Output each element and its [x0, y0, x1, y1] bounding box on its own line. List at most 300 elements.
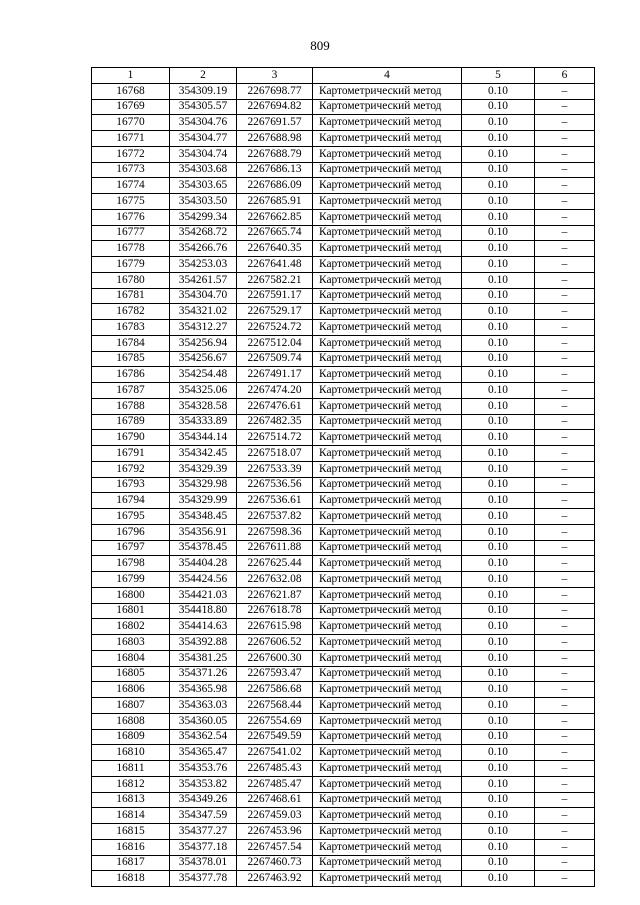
- x-coordinate-cell: 354304.70: [170, 288, 237, 304]
- x-coordinate-cell: 354344.14: [170, 430, 237, 446]
- table-row: [92, 808, 595, 824]
- note-cell: –: [535, 241, 595, 257]
- method-cell: Картометрический метод: [313, 713, 462, 729]
- table-row: [92, 871, 595, 887]
- point-number-cell: 16787: [92, 383, 170, 399]
- method-cell: Картометрический метод: [313, 288, 462, 304]
- method-cell: Картометрический метод: [313, 194, 462, 210]
- point-number-cell: 16807: [92, 698, 170, 714]
- note-cell: –: [535, 209, 595, 225]
- y-coordinate-cell: 2267457.54: [237, 839, 313, 855]
- note-cell: –: [535, 572, 595, 588]
- method-cell: Картометрический метод: [313, 808, 462, 824]
- x-coordinate-cell: 354363.03: [170, 698, 237, 714]
- note-cell: –: [535, 698, 595, 714]
- point-number-cell: 16784: [92, 335, 170, 351]
- method-cell: Картометрический метод: [313, 257, 462, 273]
- method-cell: Картометрический метод: [313, 304, 462, 320]
- header-cell-3: 3: [237, 68, 313, 84]
- y-coordinate-cell: 2267688.79: [237, 146, 313, 162]
- accuracy-cell: 0.10: [462, 304, 535, 320]
- accuracy-cell: 0.10: [462, 131, 535, 147]
- accuracy-cell: 0.10: [462, 713, 535, 729]
- point-number-cell: 16776: [92, 209, 170, 225]
- note-cell: –: [535, 776, 595, 792]
- point-number-cell: 16814: [92, 808, 170, 824]
- note-cell: –: [535, 824, 595, 840]
- x-coordinate-cell: 354381.25: [170, 650, 237, 666]
- method-cell: Картометрический метод: [313, 398, 462, 414]
- table-row: [92, 855, 595, 871]
- accuracy-cell: 0.10: [462, 367, 535, 383]
- point-number-cell: 16803: [92, 635, 170, 651]
- method-cell: Картометрический метод: [313, 493, 462, 509]
- x-coordinate-cell: 354325.06: [170, 383, 237, 399]
- x-coordinate-cell: 354378.01: [170, 855, 237, 871]
- note-cell: –: [535, 383, 595, 399]
- table-row: [92, 540, 595, 556]
- y-coordinate-cell: 2267640.35: [237, 241, 313, 257]
- note-cell: –: [535, 335, 595, 351]
- x-coordinate-cell: 354309.19: [170, 83, 237, 99]
- point-number-cell: 16783: [92, 320, 170, 336]
- accuracy-cell: 0.10: [462, 461, 535, 477]
- accuracy-cell: 0.10: [462, 272, 535, 288]
- note-cell: –: [535, 682, 595, 698]
- point-number-cell: 16791: [92, 446, 170, 462]
- method-cell: Картометрический метод: [313, 572, 462, 588]
- note-cell: –: [535, 855, 595, 871]
- note-cell: –: [535, 619, 595, 635]
- y-coordinate-cell: 2267459.03: [237, 808, 313, 824]
- coordinates-table: [91, 67, 595, 887]
- table-row: [92, 257, 595, 273]
- method-cell: Картометрический метод: [313, 351, 462, 367]
- point-number-cell: 16775: [92, 194, 170, 210]
- y-coordinate-cell: 2267536.61: [237, 493, 313, 509]
- point-number-cell: 16802: [92, 619, 170, 635]
- x-coordinate-cell: 354342.45: [170, 446, 237, 462]
- x-coordinate-cell: 354353.82: [170, 776, 237, 792]
- y-coordinate-cell: 2267618.78: [237, 603, 313, 619]
- accuracy-cell: 0.10: [462, 288, 535, 304]
- y-coordinate-cell: 2267593.47: [237, 666, 313, 682]
- accuracy-cell: 0.10: [462, 666, 535, 682]
- point-number-cell: 16774: [92, 178, 170, 194]
- header-row: [92, 68, 595, 84]
- method-cell: Картометрический метод: [313, 666, 462, 682]
- y-coordinate-cell: 2267641.48: [237, 257, 313, 273]
- accuracy-cell: 0.10: [462, 808, 535, 824]
- method-cell: Картометрический метод: [313, 682, 462, 698]
- x-coordinate-cell: 354303.68: [170, 162, 237, 178]
- y-coordinate-cell: 2267476.61: [237, 398, 313, 414]
- method-cell: Картометрический метод: [313, 871, 462, 887]
- x-coordinate-cell: 354378.45: [170, 540, 237, 556]
- table-row: [92, 115, 595, 131]
- method-cell: Картометрический метод: [313, 761, 462, 777]
- y-coordinate-cell: 2267686.13: [237, 162, 313, 178]
- note-cell: –: [535, 146, 595, 162]
- table-row: [92, 556, 595, 572]
- accuracy-cell: 0.10: [462, 761, 535, 777]
- accuracy-cell: 0.10: [462, 493, 535, 509]
- header-cell-1: 1: [92, 68, 170, 84]
- x-coordinate-cell: 354418.80: [170, 603, 237, 619]
- table-row: [92, 225, 595, 241]
- table-row: [92, 414, 595, 430]
- note-cell: –: [535, 477, 595, 493]
- method-cell: Картометрический метод: [313, 792, 462, 808]
- point-number-cell: 16795: [92, 509, 170, 525]
- y-coordinate-cell: 2267598.36: [237, 524, 313, 540]
- note-cell: –: [535, 304, 595, 320]
- y-coordinate-cell: 2267685.91: [237, 194, 313, 210]
- accuracy-cell: 0.10: [462, 776, 535, 792]
- y-coordinate-cell: 2267582.21: [237, 272, 313, 288]
- point-number-cell: 16815: [92, 824, 170, 840]
- table-row: [92, 304, 595, 320]
- table-row: [92, 839, 595, 855]
- note-cell: –: [535, 430, 595, 446]
- method-cell: Картометрический метод: [313, 272, 462, 288]
- y-coordinate-cell: 2267533.39: [237, 461, 313, 477]
- method-cell: Картометрический метод: [313, 745, 462, 761]
- y-coordinate-cell: 2267606.52: [237, 635, 313, 651]
- x-coordinate-cell: 354348.45: [170, 509, 237, 525]
- accuracy-cell: 0.10: [462, 146, 535, 162]
- x-coordinate-cell: 354371.26: [170, 666, 237, 682]
- y-coordinate-cell: 2267691.57: [237, 115, 313, 131]
- table-row: [92, 824, 595, 840]
- point-number-cell: 16804: [92, 650, 170, 666]
- method-cell: Картометрический метод: [313, 241, 462, 257]
- note-cell: –: [535, 650, 595, 666]
- y-coordinate-cell: 2267514.72: [237, 430, 313, 446]
- table-row: [92, 493, 595, 509]
- point-number-cell: 16818: [92, 871, 170, 887]
- note-cell: –: [535, 713, 595, 729]
- y-coordinate-cell: 2267536.56: [237, 477, 313, 493]
- y-coordinate-cell: 2267509.74: [237, 351, 313, 367]
- x-coordinate-cell: 354377.18: [170, 839, 237, 855]
- table-row: [92, 729, 595, 745]
- y-coordinate-cell: 2267482.35: [237, 414, 313, 430]
- point-number-cell: 16808: [92, 713, 170, 729]
- accuracy-cell: 0.10: [462, 225, 535, 241]
- table-row: [92, 682, 595, 698]
- accuracy-cell: 0.10: [462, 83, 535, 99]
- x-coordinate-cell: 354303.65: [170, 178, 237, 194]
- note-cell: –: [535, 225, 595, 241]
- accuracy-cell: 0.10: [462, 398, 535, 414]
- method-cell: Картометрический метод: [313, 178, 462, 194]
- method-cell: Картометрический метод: [313, 320, 462, 336]
- y-coordinate-cell: 2267688.98: [237, 131, 313, 147]
- table-row: [92, 524, 595, 540]
- point-number-cell: 16780: [92, 272, 170, 288]
- x-coordinate-cell: 354253.03: [170, 257, 237, 273]
- accuracy-cell: 0.10: [462, 209, 535, 225]
- table-row: [92, 745, 595, 761]
- note-cell: –: [535, 666, 595, 682]
- accuracy-cell: 0.10: [462, 698, 535, 714]
- accuracy-cell: 0.10: [462, 351, 535, 367]
- x-coordinate-cell: 354303.50: [170, 194, 237, 210]
- table-row: [92, 572, 595, 588]
- y-coordinate-cell: 2267586.68: [237, 682, 313, 698]
- accuracy-cell: 0.10: [462, 320, 535, 336]
- accuracy-cell: 0.10: [462, 509, 535, 525]
- table-row: [92, 635, 595, 651]
- method-cell: Картометрический метод: [313, 131, 462, 147]
- table-row: [92, 398, 595, 414]
- method-cell: Картометрический метод: [313, 477, 462, 493]
- point-number-cell: 16768: [92, 83, 170, 99]
- x-coordinate-cell: 354356.91: [170, 524, 237, 540]
- point-number-cell: 16779: [92, 257, 170, 273]
- note-cell: –: [535, 414, 595, 430]
- accuracy-cell: 0.10: [462, 524, 535, 540]
- y-coordinate-cell: 2267615.98: [237, 619, 313, 635]
- table-row: [92, 430, 595, 446]
- point-number-cell: 16793: [92, 477, 170, 493]
- note-cell: –: [535, 839, 595, 855]
- method-cell: Картометрический метод: [313, 698, 462, 714]
- y-coordinate-cell: 2267474.20: [237, 383, 313, 399]
- table-row: [92, 761, 595, 777]
- x-coordinate-cell: 354353.76: [170, 761, 237, 777]
- x-coordinate-cell: 354377.78: [170, 871, 237, 887]
- table-row: [92, 83, 595, 99]
- x-coordinate-cell: 354254.48: [170, 367, 237, 383]
- accuracy-cell: 0.10: [462, 729, 535, 745]
- table-row: [92, 194, 595, 210]
- point-number-cell: 16809: [92, 729, 170, 745]
- method-cell: Картометрический метод: [313, 509, 462, 525]
- y-coordinate-cell: 2267554.69: [237, 713, 313, 729]
- y-coordinate-cell: 2267698.77: [237, 83, 313, 99]
- point-number-cell: 16771: [92, 131, 170, 147]
- note-cell: –: [535, 540, 595, 556]
- method-cell: Картометрический метод: [313, 99, 462, 115]
- x-coordinate-cell: 354362.54: [170, 729, 237, 745]
- point-number-cell: 16799: [92, 572, 170, 588]
- note-cell: –: [535, 178, 595, 194]
- y-coordinate-cell: 2267694.82: [237, 99, 313, 115]
- table-row: [92, 320, 595, 336]
- point-number-cell: 16788: [92, 398, 170, 414]
- y-coordinate-cell: 2267662.85: [237, 209, 313, 225]
- method-cell: Картометрический метод: [313, 855, 462, 871]
- x-coordinate-cell: 354414.63: [170, 619, 237, 635]
- accuracy-cell: 0.10: [462, 414, 535, 430]
- table-row: [92, 509, 595, 525]
- accuracy-cell: 0.10: [462, 162, 535, 178]
- method-cell: Картометрический метод: [313, 839, 462, 855]
- accuracy-cell: 0.10: [462, 839, 535, 855]
- method-cell: Картометрический метод: [313, 162, 462, 178]
- point-number-cell: 16798: [92, 556, 170, 572]
- point-number-cell: 16782: [92, 304, 170, 320]
- x-coordinate-cell: 354347.59: [170, 808, 237, 824]
- note-cell: –: [535, 398, 595, 414]
- method-cell: Картометрический метод: [313, 587, 462, 603]
- note-cell: –: [535, 871, 595, 887]
- table-body: [92, 83, 595, 886]
- y-coordinate-cell: 2267524.72: [237, 320, 313, 336]
- accuracy-cell: 0.10: [462, 335, 535, 351]
- method-cell: Картометрический метод: [313, 367, 462, 383]
- note-cell: –: [535, 493, 595, 509]
- x-coordinate-cell: 354404.28: [170, 556, 237, 572]
- x-coordinate-cell: 354329.99: [170, 493, 237, 509]
- accuracy-cell: 0.10: [462, 194, 535, 210]
- note-cell: –: [535, 288, 595, 304]
- method-cell: Картометрический метод: [313, 383, 462, 399]
- point-number-cell: 16790: [92, 430, 170, 446]
- method-cell: Картометрический метод: [313, 619, 462, 635]
- table-row: [92, 146, 595, 162]
- x-coordinate-cell: 354304.77: [170, 131, 237, 147]
- method-cell: Картометрический метод: [313, 430, 462, 446]
- accuracy-cell: 0.10: [462, 745, 535, 761]
- point-number-cell: 16797: [92, 540, 170, 556]
- y-coordinate-cell: 2267549.59: [237, 729, 313, 745]
- y-coordinate-cell: 2267625.44: [237, 556, 313, 572]
- table-row: [92, 698, 595, 714]
- x-coordinate-cell: 354365.98: [170, 682, 237, 698]
- table-row: [92, 477, 595, 493]
- accuracy-cell: 0.10: [462, 824, 535, 840]
- accuracy-cell: 0.10: [462, 619, 535, 635]
- table-row: [92, 461, 595, 477]
- y-coordinate-cell: 2267537.82: [237, 509, 313, 525]
- method-cell: Картометрический метод: [313, 83, 462, 99]
- table-row: [92, 367, 595, 383]
- x-coordinate-cell: 354266.76: [170, 241, 237, 257]
- note-cell: –: [535, 131, 595, 147]
- y-coordinate-cell: 2267468.61: [237, 792, 313, 808]
- y-coordinate-cell: 2267529.17: [237, 304, 313, 320]
- accuracy-cell: 0.10: [462, 635, 535, 651]
- point-number-cell: 16789: [92, 414, 170, 430]
- method-cell: Картометрический метод: [313, 824, 462, 840]
- note-cell: –: [535, 351, 595, 367]
- x-coordinate-cell: 354421.03: [170, 587, 237, 603]
- method-cell: Картометрический метод: [313, 414, 462, 430]
- point-number-cell: 16800: [92, 587, 170, 603]
- note-cell: –: [535, 556, 595, 572]
- table-row: [92, 99, 595, 115]
- method-cell: Картометрический метод: [313, 461, 462, 477]
- point-number-cell: 16806: [92, 682, 170, 698]
- note-cell: –: [535, 272, 595, 288]
- point-number-cell: 16810: [92, 745, 170, 761]
- y-coordinate-cell: 2267568.44: [237, 698, 313, 714]
- y-coordinate-cell: 2267453.96: [237, 824, 313, 840]
- page-number: 809: [310, 38, 330, 53]
- method-cell: Картометрический метод: [313, 524, 462, 540]
- x-coordinate-cell: 354329.98: [170, 477, 237, 493]
- x-coordinate-cell: 354305.57: [170, 99, 237, 115]
- note-cell: –: [535, 792, 595, 808]
- table-row: [92, 383, 595, 399]
- y-coordinate-cell: 2267463.92: [237, 871, 313, 887]
- table-row: [92, 713, 595, 729]
- y-coordinate-cell: 2267460.73: [237, 855, 313, 871]
- method-cell: Картометрический метод: [313, 729, 462, 745]
- table-row: [92, 351, 595, 367]
- table-row: [92, 288, 595, 304]
- y-coordinate-cell: 2267485.43: [237, 761, 313, 777]
- point-number-cell: 16813: [92, 792, 170, 808]
- table-row: [92, 272, 595, 288]
- x-coordinate-cell: 354377.27: [170, 824, 237, 840]
- note-cell: –: [535, 461, 595, 477]
- x-coordinate-cell: 354256.94: [170, 335, 237, 351]
- x-coordinate-cell: 354360.05: [170, 713, 237, 729]
- table-row: [92, 650, 595, 666]
- table-row: [92, 446, 595, 462]
- point-number-cell: 16785: [92, 351, 170, 367]
- point-number-cell: 16786: [92, 367, 170, 383]
- note-cell: –: [535, 446, 595, 462]
- x-coordinate-cell: 354312.27: [170, 320, 237, 336]
- table-row: [92, 792, 595, 808]
- x-coordinate-cell: 354329.39: [170, 461, 237, 477]
- accuracy-cell: 0.10: [462, 446, 535, 462]
- point-number-cell: 16777: [92, 225, 170, 241]
- x-coordinate-cell: 354333.89: [170, 414, 237, 430]
- accuracy-cell: 0.10: [462, 650, 535, 666]
- note-cell: –: [535, 587, 595, 603]
- note-cell: –: [535, 524, 595, 540]
- x-coordinate-cell: 354304.76: [170, 115, 237, 131]
- y-coordinate-cell: 2267611.88: [237, 540, 313, 556]
- point-number-cell: 16769: [92, 99, 170, 115]
- method-cell: Картометрический метод: [313, 115, 462, 131]
- accuracy-cell: 0.10: [462, 99, 535, 115]
- header-cell-6: 6: [535, 68, 595, 84]
- point-number-cell: 16781: [92, 288, 170, 304]
- accuracy-cell: 0.10: [462, 178, 535, 194]
- y-coordinate-cell: 2267665.74: [237, 225, 313, 241]
- note-cell: –: [535, 729, 595, 745]
- accuracy-cell: 0.10: [462, 430, 535, 446]
- point-number-cell: 16801: [92, 603, 170, 619]
- note-cell: –: [535, 808, 595, 824]
- x-coordinate-cell: 354365.47: [170, 745, 237, 761]
- point-number-cell: 16817: [92, 855, 170, 871]
- accuracy-cell: 0.10: [462, 603, 535, 619]
- point-number-cell: 16770: [92, 115, 170, 131]
- accuracy-cell: 0.10: [462, 383, 535, 399]
- accuracy-cell: 0.10: [462, 792, 535, 808]
- header-cell-4: 4: [313, 68, 462, 84]
- method-cell: Картометрический метод: [313, 635, 462, 651]
- note-cell: –: [535, 745, 595, 761]
- accuracy-cell: 0.10: [462, 477, 535, 493]
- table-row: [92, 776, 595, 792]
- header-cell-2: 2: [170, 68, 237, 84]
- note-cell: –: [535, 367, 595, 383]
- point-number-cell: 16811: [92, 761, 170, 777]
- y-coordinate-cell: 2267591.17: [237, 288, 313, 304]
- y-coordinate-cell: 2267600.30: [237, 650, 313, 666]
- point-number-cell: 16794: [92, 493, 170, 509]
- accuracy-cell: 0.10: [462, 871, 535, 887]
